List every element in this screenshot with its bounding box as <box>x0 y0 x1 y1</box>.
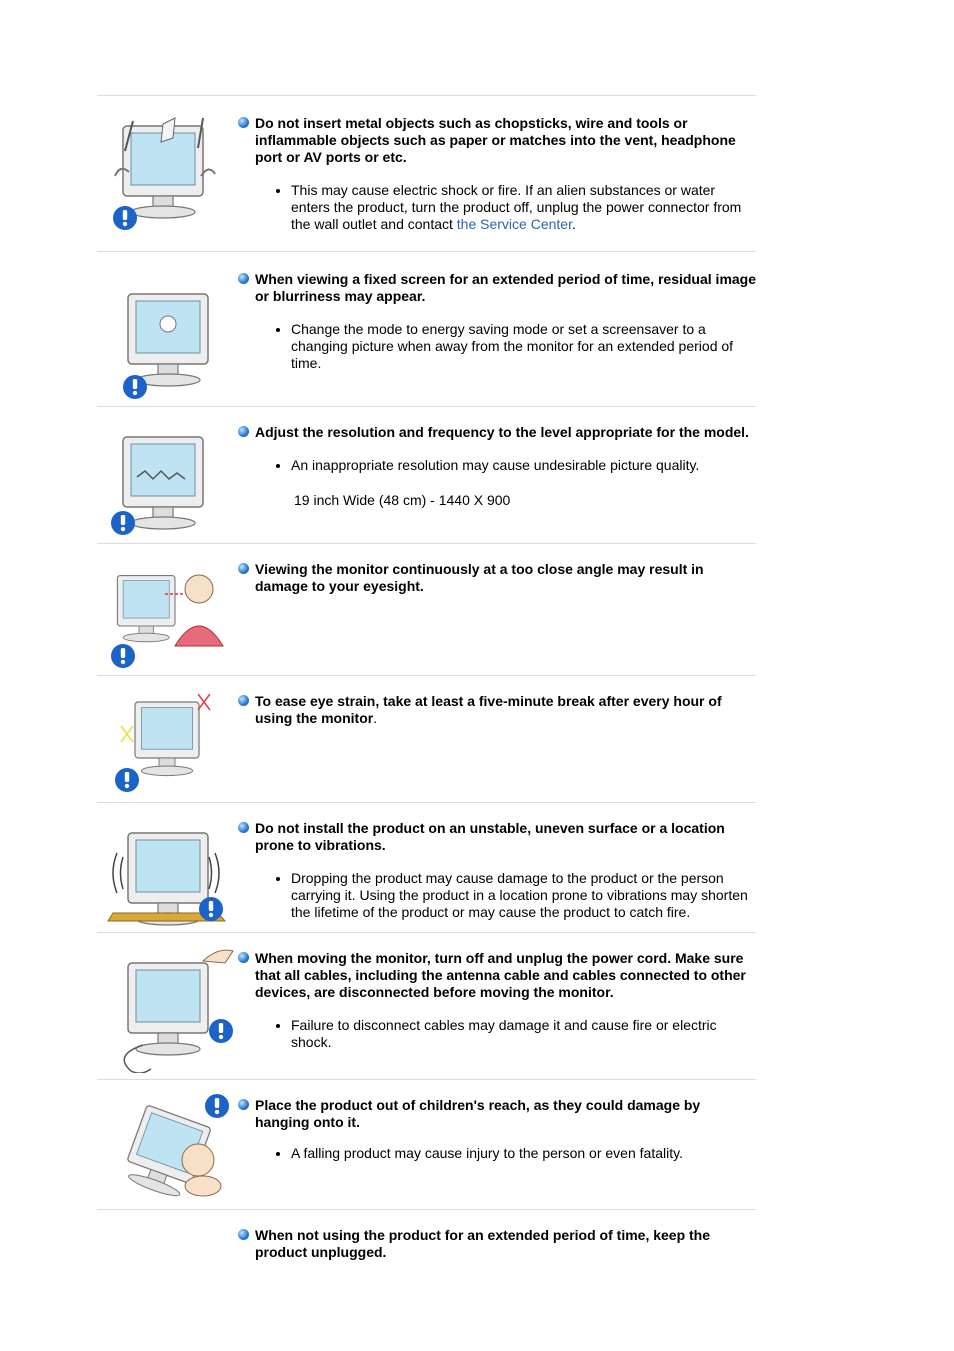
monitor-residual-image-illustration <box>103 262 233 402</box>
illustration-fixed-screen <box>97 252 237 406</box>
section-fixed-screen <box>97 251 756 406</box>
service-center-link[interactable]: the Service Center <box>456 216 572 232</box>
illustration-unstable-surface <box>97 803 237 932</box>
blue-bullet-icon <box>238 273 249 284</box>
illustration-moving-monitor <box>97 933 237 1079</box>
detail-list <box>238 870 756 921</box>
list-item: • Change the mode to energy saving mode or set a screensaver to a changing picture when away from the monitor for an extended period of time. <box>291 321 756 372</box>
section-heading: Place the product out of children's reach, as they could damage by hanging onto it. <box>238 1097 756 1131</box>
detail-list <box>238 1145 756 1162</box>
section-resolution <box>97 406 756 543</box>
section-unplug-unused <box>97 1209 756 1269</box>
blue-bullet-icon <box>238 563 249 574</box>
illustration-resolution <box>97 407 237 543</box>
blue-bullet-icon <box>238 426 249 437</box>
blue-bullet-icon <box>238 1229 249 1240</box>
section-unstable-surface <box>97 802 756 932</box>
warning-exclamation-icon <box>113 206 137 230</box>
section-heading: Do not install the product on an unstable, uneven surface or a location prone to vibrations. <box>238 820 756 854</box>
section-moving-monitor <box>97 932 756 1079</box>
monitor-and-person-illustration <box>103 554 233 674</box>
detail-list <box>238 182 756 233</box>
monitor-unplug-illustration <box>103 943 238 1073</box>
list-item: • An inappropriate resolution may cause undesirable picture quality. <box>291 457 756 474</box>
section-heading: When moving the monitor, turn off and unplug the power cord. Make sure that all cables, including the antenna cable and cables connected to other devices, are disconnected before moving the monitor. <box>238 950 756 1001</box>
illustration-children-reach <box>97 1080 237 1209</box>
warning-exclamation-icon <box>209 1019 233 1043</box>
safety-instructions-page <box>97 95 756 1269</box>
warning-exclamation-icon <box>111 511 135 535</box>
section-metal-objects <box>97 95 756 251</box>
section-eye-strain <box>97 675 756 802</box>
monitor-vibration-illustration <box>103 813 238 933</box>
section-heading: Adjust the resolution and frequency to the level appropriate for the model. <box>238 424 756 441</box>
detail-list <box>238 1017 756 1051</box>
section-heading: When not using the product for an extended period of time, keep the product unplugged. <box>238 1227 756 1261</box>
illustration-eye-strain <box>97 676 237 802</box>
section-heading: Viewing the monitor continuously at a too close angle may result in damage to your eyesight. <box>238 561 756 595</box>
list-item: • Failure to disconnect cables may damage it and cause fire or electric shock. <box>291 1017 756 1051</box>
section-heading: Do not insert metal objects such as chopsticks, wire and tools or inflammable objects such as paper or matches into the vent, headphone port or AV ports or etc. <box>238 115 756 166</box>
monitor-shock-illustration <box>103 106 233 236</box>
detail-list <box>238 457 756 474</box>
warning-exclamation-icon <box>199 897 223 921</box>
blue-bullet-icon <box>238 822 249 833</box>
section-heading: To ease eye strain, take at least a five-minute break after every hour of using the monitor. <box>238 693 756 727</box>
blue-bullet-icon <box>238 695 249 706</box>
illustration-viewing-angle <box>97 544 237 675</box>
resolution-note: 19 inch Wide (48 cm) - 1440 X 900 <box>294 492 511 508</box>
detail-list <box>238 321 756 372</box>
list-item: • This may cause electric shock or fire. If an alien substances or water enters the product, turn the product off, unplug the power connector from the wall outlet and contact the Service Center. <box>291 182 756 233</box>
warning-exclamation-icon <box>115 768 139 792</box>
section-children-reach <box>97 1079 756 1209</box>
monitor-break-illustration <box>103 686 233 806</box>
list-item: • Dropping the product may cause damage to the product or the person carrying it. Using the product in a location prone to vibrations may shorten the lifetime of the product or may cause the product to catch fire. <box>291 870 756 921</box>
warning-exclamation-icon <box>205 1094 229 1118</box>
warning-exclamation-icon <box>111 644 135 668</box>
illustration-metal-objects <box>97 96 237 251</box>
blue-bullet-icon <box>238 117 249 128</box>
section-heading: When viewing a fixed screen for an extended period of time, residual image or blurriness may appear. <box>238 271 756 305</box>
monitor-falling-child-illustration <box>103 1090 238 1205</box>
list-item: • A falling product may cause injury to the person or even fatality. <box>291 1145 756 1162</box>
section-viewing-angle <box>97 543 756 675</box>
monitor-distorted-illustration <box>103 417 233 542</box>
blue-bullet-icon <box>238 952 249 963</box>
warning-exclamation-icon <box>123 375 147 399</box>
blue-bullet-icon <box>238 1099 249 1110</box>
